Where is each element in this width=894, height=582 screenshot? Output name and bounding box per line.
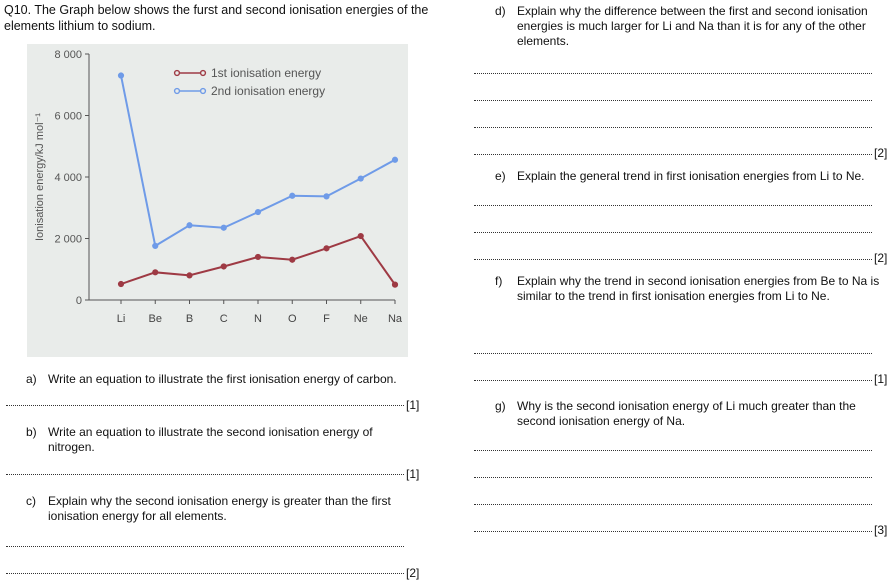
part-c-text: Explain why the second ionisation energy is greater than the first ionisation energy for all elements.	[48, 494, 391, 523]
answer-line-g-1[interactable]	[474, 450, 872, 451]
series-1-point	[392, 282, 397, 287]
series-1-point	[187, 273, 192, 278]
part-b-text: Write an equation to illustrate the second ionisation energy of nitrogen.	[48, 425, 373, 454]
answer-line-b[interactable]	[6, 474, 404, 475]
part-b-marks: [1]	[406, 467, 420, 481]
answer-line-d-4[interactable]	[474, 154, 872, 155]
y-tick-label: 6 000	[54, 110, 82, 123]
answer-line-c-2[interactable]	[6, 573, 404, 574]
part-d-marks: [2]	[874, 146, 888, 160]
part-e-marks: [2]	[874, 251, 888, 265]
series-1-point	[324, 246, 329, 251]
series-2-point	[187, 223, 192, 228]
part-f-text: Explain why the trend in second ionisation energies from Be to Na is similar to the trend in first ionisation energies from Li to Ne.	[517, 274, 880, 303]
part-g-text: Why is the second ionisation energy of Li much greater than the second ionisation energy of Na.	[517, 399, 856, 428]
part-f-letter: f)	[495, 274, 503, 288]
series-2-point	[153, 243, 158, 248]
part-b-letter: b)	[26, 425, 37, 439]
answer-line-a[interactable]	[6, 405, 404, 406]
series-2-point	[221, 225, 226, 230]
x-tick-label: B	[185, 313, 194, 325]
y-axis-label: Ionisation energy/kJ mol⁻¹	[34, 112, 46, 242]
x-tick-label: F	[323, 313, 330, 325]
answer-line-f-2[interactable]	[474, 380, 872, 381]
part-b	[26, 425, 406, 457]
part-f-marks: [1]	[874, 372, 888, 386]
part-g-letter: g)	[495, 399, 506, 413]
series-2-point	[358, 176, 363, 181]
part-g	[495, 399, 889, 431]
part-d-text: Explain why the difference between the first and second ionisation energies is much larger for Li and Na than it is for any of the other elements.	[517, 4, 868, 48]
answer-line-e-1[interactable]	[474, 205, 872, 206]
legend-label-1: 1st ionisation energy	[211, 66, 322, 80]
x-tick-label: Be	[148, 313, 162, 325]
answer-line-g-4[interactable]	[474, 531, 872, 532]
series-2-point	[392, 157, 397, 162]
series-2-point	[118, 73, 123, 78]
legend-marker-2	[201, 89, 206, 94]
part-g-marks: [3]	[874, 523, 888, 537]
part-d	[495, 4, 889, 52]
part-d-letter: d)	[495, 4, 506, 18]
y-tick-label: 2 000	[54, 233, 82, 246]
x-tick-label: C	[219, 313, 228, 325]
answer-line-d-3[interactable]	[474, 127, 872, 128]
ionisation-energy-chart	[27, 44, 408, 357]
series-line-2	[121, 76, 395, 246]
part-c-letter: c)	[26, 494, 36, 508]
series-1-point	[255, 254, 260, 259]
series-line-1	[121, 236, 395, 285]
legend-label-2: 2nd ionisation energy	[211, 84, 326, 98]
answer-line-g-3[interactable]	[474, 504, 872, 505]
y-tick-label: 0	[75, 295, 82, 307]
x-tick-label: Li	[116, 313, 126, 325]
answer-line-g-2[interactable]	[474, 477, 872, 478]
answer-line-e-3[interactable]	[474, 259, 872, 260]
series-2-point	[290, 193, 295, 198]
x-tick-label: Ne	[353, 313, 368, 325]
question-title: Q10. The Graph below shows the furst and second ionisation energies of the elements lithium to sodium.	[4, 3, 429, 33]
answer-line-f-1[interactable]	[474, 353, 872, 354]
legend-marker-1	[175, 71, 180, 76]
answer-line-d-2[interactable]	[474, 100, 872, 101]
answer-line-e-2[interactable]	[474, 232, 872, 233]
series-1-point	[118, 281, 123, 286]
answer-line-c-1[interactable]	[6, 546, 404, 547]
part-c-marks: [2]	[406, 566, 420, 580]
series-2-point	[324, 194, 329, 199]
part-e-text: Explain the general trend in first ionisation energies from Li to Ne.	[517, 169, 865, 183]
x-tick-label: N	[254, 313, 262, 325]
series-1-point	[358, 233, 363, 238]
y-tick-label: 8 000	[54, 49, 82, 61]
legend-marker-2	[175, 89, 180, 94]
series-1-point	[153, 270, 158, 275]
y-tick-label: 4 000	[54, 172, 82, 184]
answer-line-d-1[interactable]	[474, 73, 872, 74]
part-c	[26, 494, 406, 526]
series-2-point	[255, 209, 260, 214]
chart-svg	[27, 44, 408, 357]
series-1-point	[290, 257, 295, 262]
part-a-marks: [1]	[406, 398, 420, 412]
part-f	[495, 274, 889, 306]
series-1-point	[221, 264, 226, 269]
x-tick-label: Na	[387, 313, 403, 325]
part-a	[26, 372, 426, 388]
part-e	[495, 169, 889, 185]
part-a-text: Write an equation to illustrate the first ionisation energy of carbon.	[48, 372, 397, 386]
part-a-letter: a)	[26, 372, 37, 386]
part-e-letter: e)	[495, 169, 506, 183]
legend-marker-1	[201, 71, 206, 76]
x-tick-label: O	[287, 313, 297, 325]
